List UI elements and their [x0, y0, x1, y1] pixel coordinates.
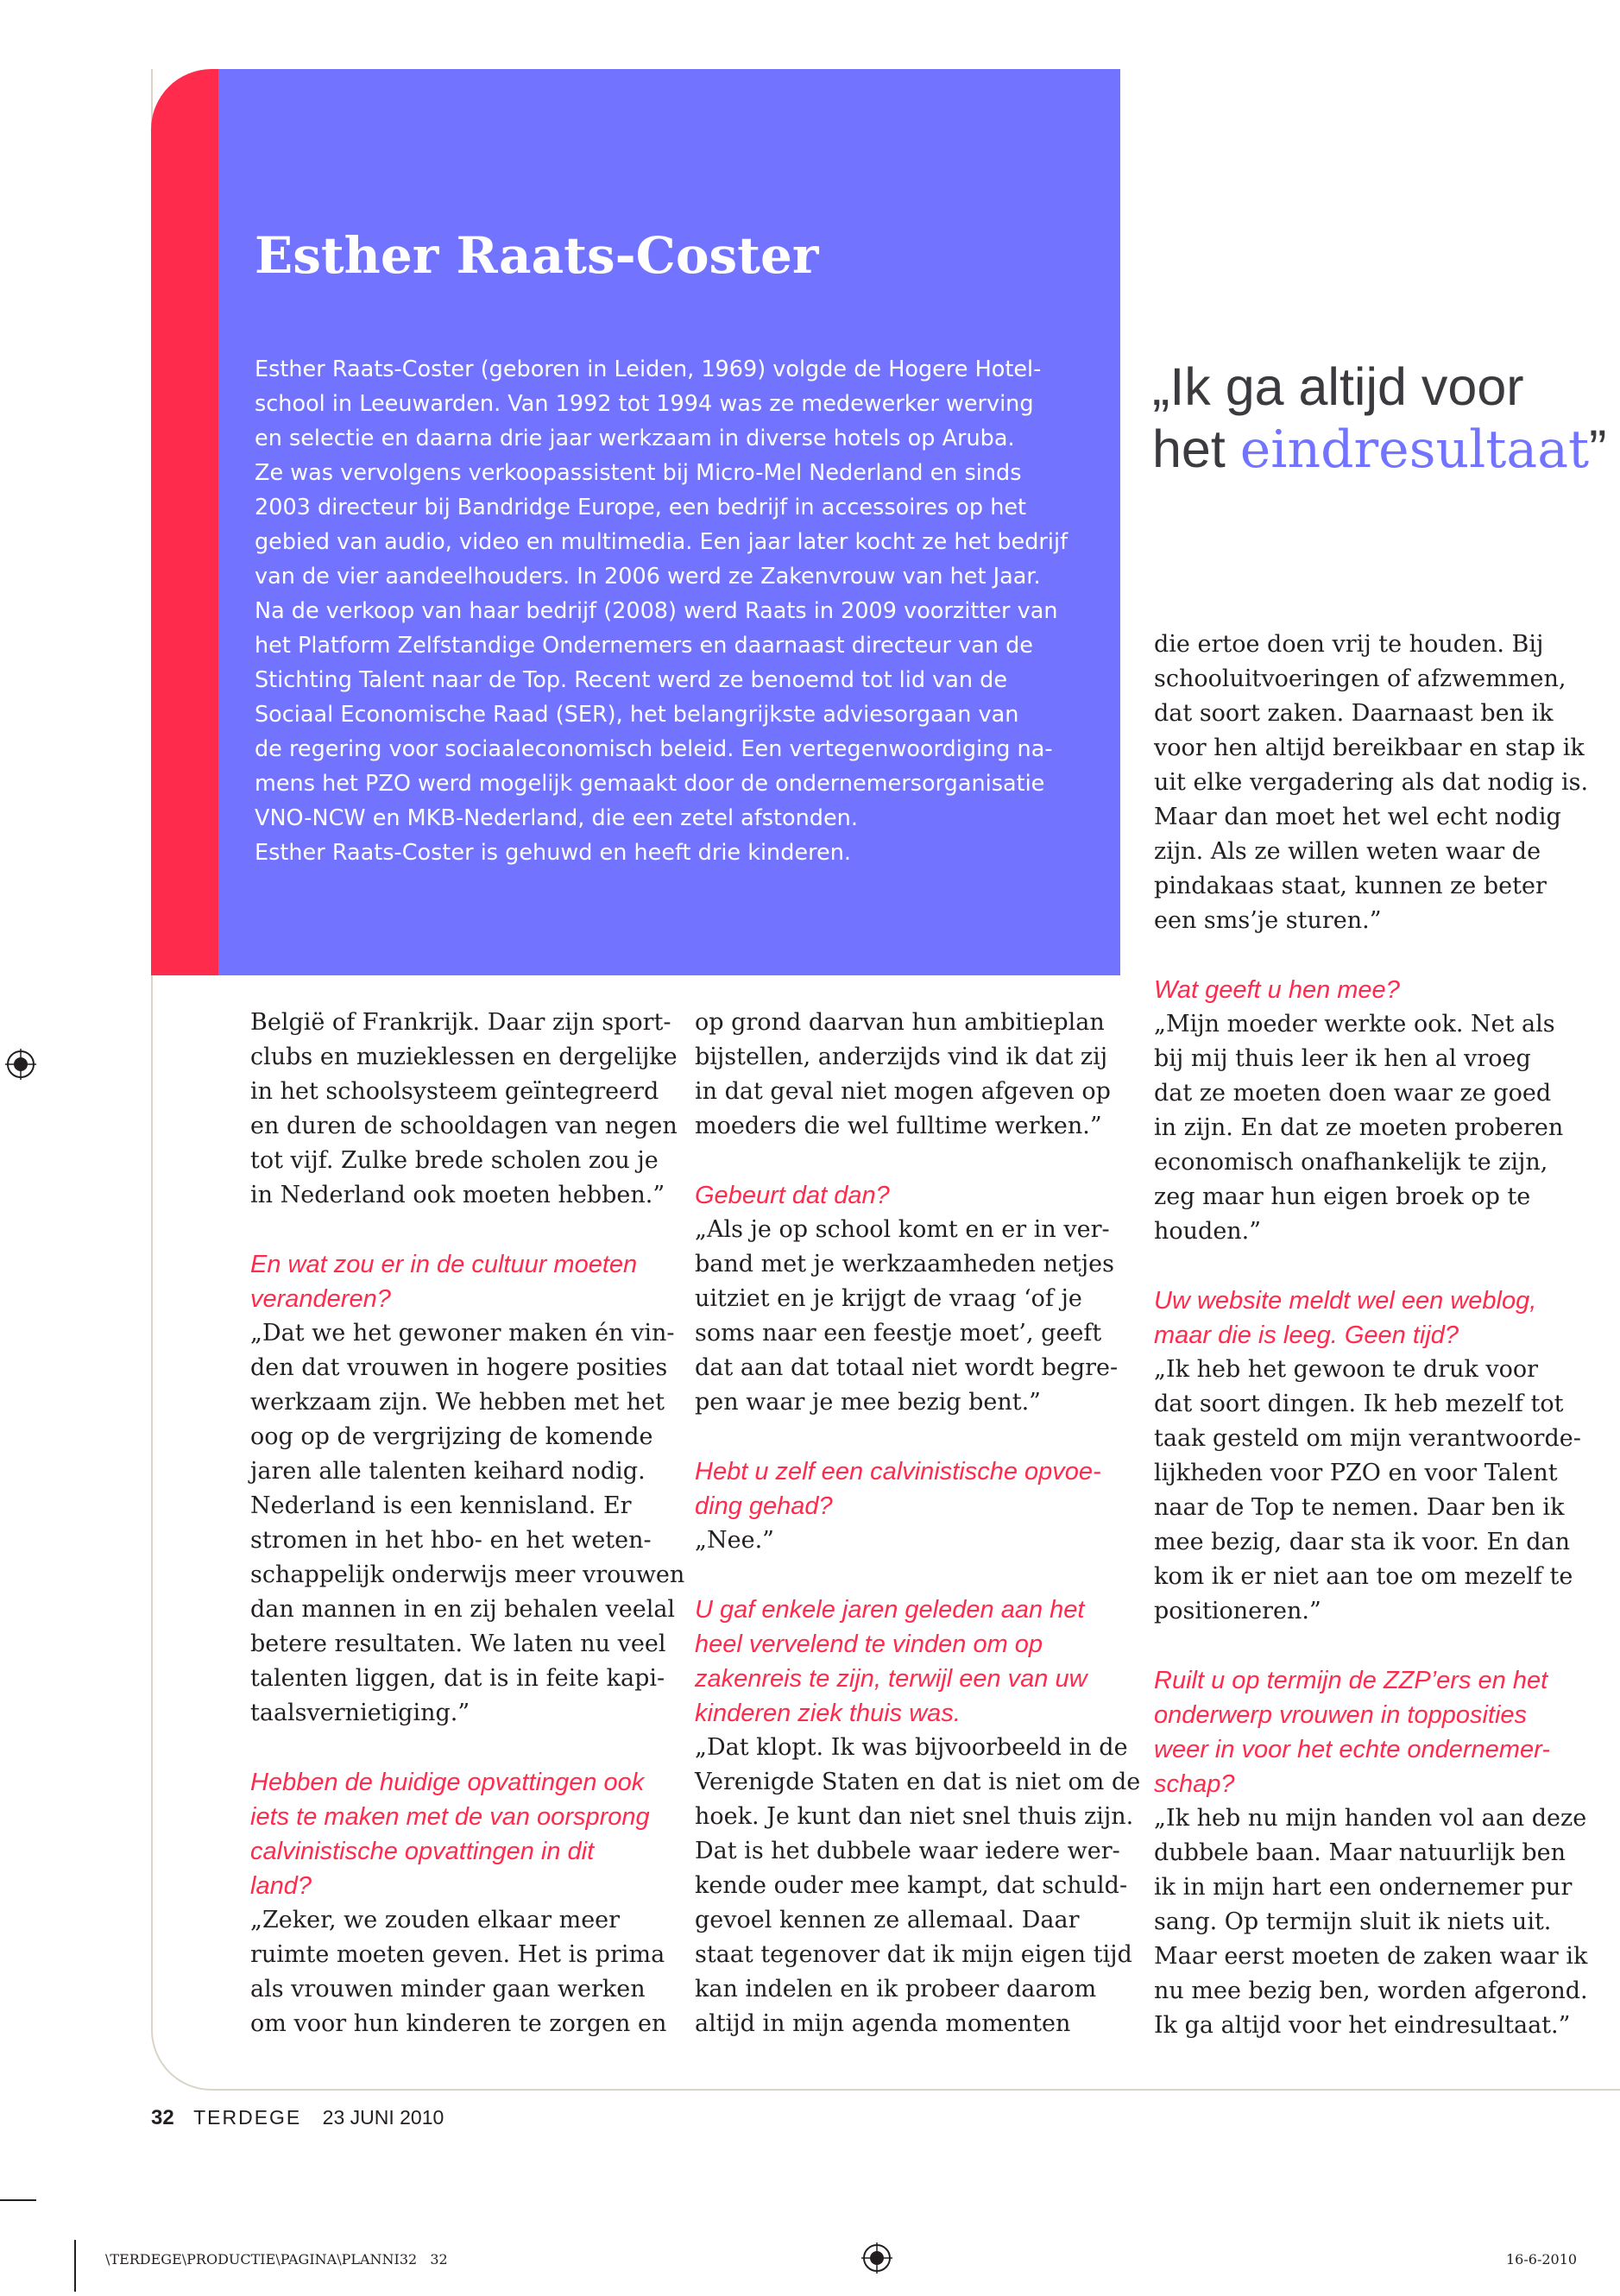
article-column-3: [1154, 973, 1603, 2043]
paragraph: [695, 1523, 1144, 1558]
bio-line: Esther Raats-Coster (geboren in Leiden, 1969) volgde de Hogere Hotel-: [255, 356, 1042, 382]
text-line: dat soort dingen. Ik heb mezelf tot: [1154, 1391, 1564, 1417]
text-line: Dat is het dubbele waar iedere wer-: [695, 1838, 1120, 1864]
pull-quote: [1152, 356, 1606, 481]
text-line: clubs en muzieklessen en dergelijke: [250, 1044, 678, 1070]
text-line: ik in mijn hart een ondernemer pur: [1154, 1874, 1573, 1901]
bio-line: Ze was vervolgens verkoopassistent bij Micro-Mel Nederland en sinds: [255, 460, 1022, 486]
text-line: schap?: [1154, 1770, 1235, 1798]
text-line: Maar eerst moeten de zaken waar ik: [1154, 1943, 1588, 1970]
page-number: 32: [151, 2106, 174, 2129]
text-line: Ik ga altijd voor het eindresultaat.”: [1154, 2012, 1571, 2039]
text-line: hoek. Je kunt dan niet snel thuis zijn.: [695, 1803, 1134, 1830]
text-line: veranderen?: [250, 1285, 391, 1313]
text-line: moeders die wel fulltime werken.”: [695, 1113, 1102, 1139]
text-line: land?: [250, 1872, 312, 1900]
text-line: Gebeurt dat dan?: [695, 1182, 890, 1209]
interview-question: [695, 1593, 1144, 1731]
text-line: heel vervelend te vinden om op: [695, 1631, 1043, 1658]
paragraph: [250, 1903, 699, 2041]
paragraph: [695, 1213, 1144, 1420]
text-line: België of Frankrijk. Daar zijn sport-: [250, 1009, 671, 1036]
text-line: pindakaas staat, kunnen ze beter: [1154, 873, 1547, 899]
text-line: een sms’je sturen.”: [1154, 907, 1382, 934]
text-line: die ertoe doen vrij te houden. Bij: [1154, 631, 1544, 658]
paragraph: [1154, 1801, 1603, 2043]
text-line: pen waar je mee bezig bent.”: [695, 1389, 1041, 1416]
text-line: uit elke vergadering als dat nodig is.: [1154, 769, 1589, 796]
text-line: naar de Top te nemen. Daar ben ik: [1154, 1494, 1565, 1521]
text-line: schooluitvoeringen of afzwemmen,: [1154, 665, 1566, 692]
text-line: schappelijk onderwijs meer vrouwen: [250, 1561, 685, 1588]
pull-quote-line1: „Ik ga altijd voor: [1152, 357, 1524, 416]
paragraph: [695, 1731, 1144, 2041]
crop-mark-line: [74, 2240, 76, 2292]
text-line: taalsvernietiging.”: [250, 1700, 470, 1726]
text-line: weer in voor het echte ondernemer-: [1154, 1736, 1550, 1763]
text-line: ruimte moeten geven. Het is prima: [250, 1941, 665, 1968]
text-line: mee bezig, daar sta ik voor. En dan: [1154, 1529, 1570, 1555]
bio-line: het Platform Zelfstandige Ondernemers en daarnaast directeur van de: [255, 633, 1033, 659]
paragraph: [695, 1006, 1144, 1144]
bio-line: Sociaal Economische Raad (SER), het belangrijkste adviesorgaan van: [255, 702, 1019, 728]
bio-line: en selectie en daarna drie jaar werkzaam in diverse hotels op Aruba.: [255, 426, 1015, 451]
text-line: sang. Op termijn sluit ik niets uit.: [1154, 1908, 1552, 1935]
magazine-name: TERDEGE: [193, 2106, 302, 2129]
text-line: kende ouder mee kampt, dat schuld-: [695, 1872, 1128, 1899]
bio-line: van de vier aandeelhouders. In 2006 werd ze Zakenvrouw van het Jaar.: [255, 564, 1041, 590]
text-line: zakenreis te zijn, terwijl een van uw: [695, 1665, 1087, 1693]
bio-line: mens het PZO werd mogelijk gemaakt door de ondernemersorganisatie: [255, 771, 1045, 797]
pull-quote-highlight: eindresultaat: [1239, 419, 1590, 480]
paragraph: [1154, 1353, 1603, 1629]
text-line: ding gehad?: [695, 1492, 833, 1520]
text-line: U gaf enkele jaren geleden aan het: [695, 1596, 1085, 1624]
print-slug-date: 16-6-2010: [1506, 2251, 1578, 2268]
text-line: den dat vrouwen in hogere posities: [250, 1354, 668, 1381]
paragraph: [250, 1006, 699, 1213]
text-line: Hebt u zelf een calvinistische opvoe-: [695, 1458, 1101, 1485]
text-line: onderwerp vrouwen in topposities: [1154, 1701, 1528, 1729]
bio-line: Stichting Talent naar de Top. Recent werd ze benoemd tot lid van de: [255, 667, 1008, 693]
text-line: kan indelen en ik probeer daarom: [695, 1976, 1097, 2003]
bio-line: school in Leeuwarden. Van 1992 tot 1994 was ze medewerker werving: [255, 391, 1034, 417]
profile-bio: [255, 352, 1083, 870]
bio-line: Na de verkoop van haar bedrijf (2008) werd Raats in 2009 voorzitter van: [255, 598, 1058, 624]
text-line: dat ze moeten doen waar ze goed: [1154, 1080, 1552, 1107]
paragraph: [250, 1316, 699, 1731]
text-line: Wat geeft u hen mee?: [1154, 976, 1400, 1004]
text-line: in zijn. En dat ze moeten proberen: [1154, 1114, 1564, 1141]
text-line: dan mannen in en zij behalen veelal: [250, 1596, 676, 1623]
pull-quote-line2: [1152, 418, 1606, 481]
text-line: tot vijf. Zulke brede scholen zou je: [250, 1147, 659, 1174]
print-slug-path: \TERDEGE\PRODUCTIE\PAGINA\PLANNI32: [105, 2251, 418, 2268]
text-line: uitziet en je krijgt de vraag ‘of je: [695, 1285, 1082, 1312]
text-line: Verenigde Staten en dat is niet om de: [695, 1769, 1141, 1795]
text-line: En wat zou er in de cultuur moeten: [250, 1251, 638, 1278]
text-line: „Dat klopt. Ik was bijvoorbeeld in de: [695, 1734, 1128, 1761]
text-line: in Nederland ook moeten hebben.”: [250, 1182, 665, 1208]
text-line: soms naar een feestje moet’, geeft: [695, 1320, 1102, 1347]
interview-question: [250, 1765, 699, 1903]
text-line: gevoel kennen ze allemaal. Daar: [695, 1907, 1080, 1933]
pull-quote-suffix: ”: [1589, 419, 1607, 478]
text-line: taak gesteld om mijn verantwoorde-: [1154, 1425, 1581, 1452]
interview-question: [1154, 1663, 1603, 1801]
text-line: dat aan dat totaal niet wordt begre-: [695, 1354, 1119, 1381]
text-line: in dat geval niet mogen afgeven op: [695, 1078, 1111, 1105]
bio-line: de regering voor sociaaleconomisch beleid. Een vertegenwoordiging na-: [255, 736, 1053, 762]
bio-line: VNO-NCW en MKB-Nederland, die een zetel afstonden.: [255, 805, 858, 831]
profile-name: Esther Raats-Coster: [255, 226, 819, 285]
text-line: en duren de schooldagen van negen: [250, 1113, 678, 1139]
interview-question: [695, 1454, 1144, 1523]
text-line: Maar dan moet het wel echt nodig: [1154, 804, 1561, 830]
text-line: „Ik heb het gewoon te druk voor: [1154, 1356, 1539, 1383]
text-line: economisch onafhankelijk te zijn,: [1154, 1149, 1548, 1176]
article-column-1: [250, 1006, 699, 2041]
text-line: altijd in mijn agenda momenten: [695, 2010, 1071, 2037]
text-line: voor hen altijd bereikbaar en stap ik: [1154, 735, 1585, 761]
text-line: dat soort zaken. Daarnaast ben ik: [1154, 700, 1554, 727]
text-line: „Zeker, we zouden elkaar meer: [250, 1907, 621, 1933]
interview-question: [695, 1178, 1144, 1213]
text-line: dubbele baan. Maar natuurlijk ben: [1154, 1839, 1566, 1866]
text-line: staat tegenover dat ik mijn eigen tijd: [695, 1941, 1132, 1968]
text-line: op grond daarvan hun ambitieplan: [695, 1009, 1105, 1036]
text-line: „Mijn moeder werkte ook. Net als: [1154, 1011, 1555, 1038]
registration-mark-icon: [5, 1049, 36, 1080]
text-line: lijkheden voor PZO en voor Talent: [1154, 1460, 1558, 1486]
interview-question: [250, 1247, 699, 1316]
text-line: betere resultaten. We laten nu veel: [250, 1631, 666, 1657]
text-line: kinderen ziek thuis was.: [695, 1700, 961, 1727]
text-line: om voor hun kinderen te zorgen en: [250, 2010, 667, 2037]
interview-question: [1154, 973, 1603, 1007]
interview-question: [1154, 1284, 1603, 1353]
text-line: Uw website meldt wel een weblog,: [1154, 1287, 1537, 1315]
text-line: kom ik er niet aan toe om mezelf te: [1154, 1563, 1573, 1590]
text-line: werkzaam zijn. We hebben met het: [250, 1389, 665, 1416]
page-footer: [151, 2106, 444, 2130]
bio-line: gebied van audio, video en multimedia. Een jaar later kocht ze het bedrijf: [255, 529, 1068, 555]
text-line: bijstellen, anderzijds vind ik dat zij: [695, 1044, 1108, 1070]
text-line: maar die is leeg. Geen tijd?: [1154, 1321, 1459, 1349]
text-line: iets te maken met de van oorsprong: [250, 1803, 650, 1831]
text-line: band met je werkzaamheden netjes: [695, 1251, 1114, 1277]
text-line: bij mij thuis leer ik hen al vroeg: [1154, 1045, 1531, 1072]
text-line: oog op de vergrijzing de komende: [250, 1423, 653, 1450]
text-line: „Nee.”: [695, 1527, 774, 1554]
text-line: „Dat we het gewoner maken én vin-: [250, 1320, 675, 1347]
text-line: talenten liggen, dat is in feite kapi-: [250, 1665, 665, 1692]
issue-date: 23 JUNI 2010: [322, 2106, 444, 2129]
crop-mark-line: [0, 2199, 36, 2201]
text-line: „Als je op school komt en er in ver-: [695, 1216, 1110, 1243]
text-line: Hebben de huidige opvattingen ook: [250, 1769, 645, 1796]
text-line: positioneren.”: [1154, 1598, 1321, 1624]
text-line: zeg maar hun eigen broek op te: [1154, 1183, 1531, 1210]
accent-red-bar: [151, 69, 218, 975]
registration-mark-icon: [861, 2242, 892, 2274]
text-line: in het schoolsysteem geïntegreerd: [250, 1078, 659, 1105]
paragraph: [1154, 1007, 1603, 1249]
text-line: als vrouwen minder gaan werken: [250, 1976, 646, 2003]
text-line: nu mee bezig ben, worden afgerond.: [1154, 1977, 1588, 2004]
text-line: zijn. Als ze willen weten waar de: [1154, 838, 1541, 865]
text-line: stromen in het hbo- en het weten-: [250, 1527, 652, 1554]
text-line: Ruilt u op termijn de ZZP’ers en het: [1154, 1667, 1548, 1694]
text-line: jaren alle talenten keihard nodig.: [250, 1458, 646, 1485]
text-line: Nederland is een kennisland. Er: [250, 1492, 632, 1519]
bio-line: 2003 directeur bij Bandridge Europe, een bedrijf in accessoires op het: [255, 495, 1027, 520]
text-line: calvinistische opvattingen in dit: [250, 1838, 595, 1865]
text-line: houden.”: [1154, 1218, 1262, 1245]
print-slug: [105, 2251, 448, 2268]
column3-top-text: [1154, 628, 1594, 938]
bio-line: Esther Raats-Coster is gehuwd en heeft drie kinderen.: [255, 840, 851, 866]
pull-quote-prefix: het: [1152, 419, 1240, 478]
text-line: „Ik heb nu mijn handen vol aan deze: [1154, 1805, 1587, 1832]
print-slug-page: 32: [430, 2251, 448, 2268]
article-column-2: [695, 1006, 1144, 2041]
